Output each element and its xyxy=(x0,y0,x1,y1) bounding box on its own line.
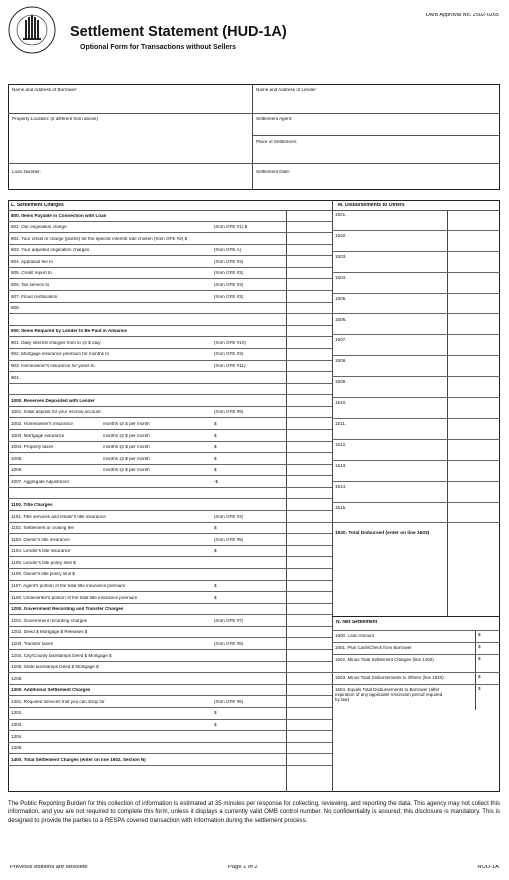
charge-row xyxy=(8,731,332,743)
charge-row xyxy=(8,592,332,604)
disbursement-label: 1506. xyxy=(335,317,347,322)
charge-row xyxy=(8,279,332,291)
section-n-title: N. Net Settlement xyxy=(336,620,378,625)
charge-cell: 1002. Homeowner's insurance xyxy=(11,421,73,426)
disbursement-label: 1502. xyxy=(335,233,347,238)
section-header-row xyxy=(8,500,332,512)
charge-row xyxy=(8,233,332,245)
charge-cell: (from GFE #9) xyxy=(214,410,244,415)
charge-row xyxy=(8,268,332,280)
charge-cell: 902. Mortgage insurance premium for months to xyxy=(11,352,110,357)
footer-form-id: HUD-1A xyxy=(477,865,499,870)
charge-row xyxy=(8,650,332,662)
charge-cell: (from GFE #11) xyxy=(214,364,246,369)
borrower-field[interactable]: Name and Address of Borrower: xyxy=(12,88,78,92)
disbursement-row[interactable] xyxy=(332,461,500,482)
charge-cell: 1304. xyxy=(11,734,23,739)
charge-cell: 1006. xyxy=(11,468,23,473)
charge-row xyxy=(8,303,332,315)
disbursement-label: 1509. xyxy=(335,380,347,385)
charge-cell: 1004. Property taxes xyxy=(11,445,54,450)
charge-row xyxy=(8,546,332,558)
charge-row xyxy=(8,696,332,708)
net-settlement-label: 1602. Minus Total Settlement Charges (line 1400) xyxy=(335,657,434,662)
charge-cell: $ xyxy=(214,711,217,716)
disbursement-row[interactable] xyxy=(332,210,500,231)
net-settlement-value[interactable]: $ xyxy=(478,675,481,679)
charge-cell: (from GFE #7) xyxy=(214,618,244,623)
disbursement-row[interactable] xyxy=(332,273,500,294)
charge-row xyxy=(8,430,332,442)
burden-statement: The Public Reporting Burden for this collection of information is estimated at 35 minutes per response for collecting, reviewing, and reporting the data. This agency may not collect this information, and you are not required to complete this form, unless it displays a currently valid OMB control number. No confidentiality is assured; this disclosure is mandatory. This is designed to provide the parties to a RESPA covered transaction with information during the settlement process. xyxy=(8,800,500,824)
settlement-date-field[interactable]: Settlement Date: xyxy=(256,170,291,174)
net-settlement-value[interactable]: $ xyxy=(478,645,481,649)
charge-cell: (from GFE #8) xyxy=(214,641,244,646)
charge-cell: 1203. Transfer taxes xyxy=(11,641,53,646)
charge-cell: 1300. Additional Settlement Charges xyxy=(11,688,91,693)
charge-cell: 1301. Required services that you can shop for xyxy=(11,699,105,704)
charge-row xyxy=(8,662,332,674)
charge-cell: (from GFE #1) $ xyxy=(214,225,248,230)
charge-cell: 1302. xyxy=(11,711,23,716)
total-disbursed-row[interactable] xyxy=(332,524,500,618)
charge-cell: (from GFE #3) xyxy=(214,271,244,276)
charge-cell: 1200. Government Recording and Transfer Charges xyxy=(11,607,124,612)
lender-field[interactable]: Name and Address of Lender: xyxy=(256,88,318,92)
omb-number: OMB Approval No. 2502-0265 xyxy=(425,13,499,18)
charge-row xyxy=(8,453,332,465)
charge-cell: 803. Your adjusted origination charges xyxy=(11,248,90,253)
disbursement-row[interactable] xyxy=(332,377,500,398)
charge-cell: 1106. Owner's title policy limit $ xyxy=(11,572,75,577)
charge-row xyxy=(8,534,332,546)
charge-row xyxy=(8,673,332,685)
disbursement-row[interactable] xyxy=(332,419,500,440)
disbursement-row[interactable] xyxy=(332,315,500,336)
disbursement-row[interactable] xyxy=(332,482,500,503)
charge-row xyxy=(8,407,332,419)
charge-cell: (from GFE #10) xyxy=(214,340,246,345)
charge-row xyxy=(8,465,332,477)
charge-cell: 1100. Title Charges xyxy=(11,503,53,507)
party-info-box xyxy=(8,84,500,190)
disbursement-label: 1512. xyxy=(335,442,347,447)
disbursement-row[interactable] xyxy=(332,398,500,419)
charge-row xyxy=(8,442,332,454)
charge-row xyxy=(8,337,332,349)
section-m-title: M. Disbursements to Others xyxy=(338,203,405,208)
section-header-row xyxy=(8,210,332,222)
charge-cell: $ xyxy=(214,445,217,450)
charge-cell: 1303. xyxy=(11,723,23,728)
charge-row xyxy=(8,222,332,234)
disbursement-label: 1503. xyxy=(335,254,347,259)
footer-page: Page 1 of 2 xyxy=(228,865,258,870)
charge-cell: 1104. Lender's title insurance xyxy=(11,549,71,554)
property-field[interactable]: Property Location: (if different from above) xyxy=(12,117,98,121)
section-l-title: L. Settlement Charges xyxy=(11,203,64,208)
section-header-row xyxy=(8,395,332,407)
charge-cell: months @ $ per month xyxy=(103,445,150,450)
section-header-row xyxy=(8,326,332,338)
charge-cell: months @ $ per month xyxy=(103,468,150,473)
charge-cell: 804. Appraisal fee to xyxy=(11,259,53,264)
charge-cell: 1305. xyxy=(11,746,23,751)
charge-cell: 806. Tax service to xyxy=(11,282,50,287)
charge-cell: $ xyxy=(214,526,217,531)
charge-cell: (from GFE A) xyxy=(214,248,242,253)
net-settlement-label: 1604. Equals Total Disbursements to Borrower (after expiration of any applicable rescission period required by law) xyxy=(335,687,443,702)
charge-cell: (from GFE #3) xyxy=(214,294,244,299)
charge-cell: 808. xyxy=(11,306,20,311)
disbursement-row[interactable] xyxy=(332,356,500,377)
section-header-row xyxy=(8,604,332,616)
disbursement-label: 1508. xyxy=(335,359,347,364)
net-settlement-row[interactable] xyxy=(332,654,500,672)
charge-cell: (from GFE #6) xyxy=(214,699,244,704)
disbursement-row[interactable] xyxy=(332,503,500,524)
charge-cell: 1103. Owner's title insurance xyxy=(11,537,70,542)
disbursement-label: 1513. xyxy=(335,463,347,468)
charge-cell: 1204. City/County tax/stamps Deed $ Mortgage $ xyxy=(11,653,112,658)
charge-cell: (from GFE #5) xyxy=(214,537,244,542)
charge-cell: 1206. xyxy=(11,676,23,681)
charge-cell: 807. Flood certification xyxy=(11,294,58,299)
form-subtitle: Optional Form for Transactions without Sellers xyxy=(80,44,236,51)
charge-cell: $ xyxy=(214,421,217,426)
charge-row xyxy=(8,569,332,581)
charge-cell: 1107. Agent's portion of the total title insurance premium xyxy=(11,584,126,589)
disbursement-label: 1510. xyxy=(335,401,347,406)
charge-row xyxy=(8,384,332,396)
charge-cell: 801. Our origination charge xyxy=(11,225,67,230)
charge-cell: 1007. Aggregate Adjustment xyxy=(11,479,69,484)
charge-cell: 1000. Reserves Deposited with Lender xyxy=(11,398,95,403)
net-settlement-row[interactable] xyxy=(332,684,500,710)
charge-row xyxy=(8,488,332,500)
net-settlement-row[interactable] xyxy=(332,672,500,684)
charge-cell: (from GFE #3) xyxy=(214,282,244,287)
charge-cell: 802. Your credit or charge (points) for the specific interest rate chosen (from GFE #2) $ xyxy=(11,236,188,241)
charge-row xyxy=(8,349,332,361)
charge-cell: 1201. Government recording charges xyxy=(11,618,88,623)
disbursement-label: 1514. xyxy=(335,484,347,489)
disbursement-label: 1504. xyxy=(335,275,347,280)
charge-row xyxy=(8,418,332,430)
disbursement-label: 1511. xyxy=(335,422,347,426)
charge-cell: 1003. Mortgage insurance xyxy=(11,433,65,438)
disbursement-label: 1501. xyxy=(335,213,347,217)
charge-cell: $ xyxy=(214,433,217,438)
charge-row xyxy=(8,708,332,720)
charge-row xyxy=(8,291,332,303)
charge-row xyxy=(8,523,332,535)
charge-cell: months @ $ per month xyxy=(103,433,150,438)
net-settlement-label: 1601. Plus Cash/Check from Borrower xyxy=(335,645,412,650)
charge-row xyxy=(8,720,332,732)
charge-cell: -$ xyxy=(214,479,219,484)
charge-row xyxy=(8,638,332,650)
charge-row xyxy=(8,372,332,384)
charge-row xyxy=(8,557,332,569)
charge-row xyxy=(8,627,332,639)
charge-row xyxy=(8,476,332,488)
charge-cell: 805. Credit report to xyxy=(11,271,52,276)
charge-cell: 1205. State tax/stamps Deed $ Mortgage $ xyxy=(11,665,99,670)
charge-cell: 904. xyxy=(11,375,20,380)
charge-cell: 800. Items Payable in Connection with Loan xyxy=(11,213,107,218)
charge-row xyxy=(8,581,332,593)
charge-cell: 1202. Deed $ Mortgage $ Releases $ xyxy=(11,630,88,635)
charge-cell: $ xyxy=(214,549,217,554)
total-disbursed-label: 1520. Total Disbursed (enter on line 1603) xyxy=(335,530,430,536)
charge-row xyxy=(8,615,332,627)
charge-row xyxy=(8,314,332,326)
net-settlement-value[interactable]: $ xyxy=(478,633,481,637)
charge-row xyxy=(8,245,332,257)
charge-cell: $ xyxy=(214,595,217,600)
charge-cell: months @ $ per month xyxy=(103,456,150,461)
charge-cell: $ xyxy=(214,584,217,589)
place-field[interactable]: Place of Settlement: xyxy=(256,140,298,144)
charge-cell: 1102. Settlement or closing fee xyxy=(11,526,74,531)
charge-cell: $ xyxy=(214,723,217,728)
disbursement-label: 1515. xyxy=(335,505,347,510)
net-settlement-row[interactable] xyxy=(332,630,500,642)
charge-cell: $ xyxy=(214,468,217,473)
charge-cell: 1105. Lender's title policy limit $ xyxy=(11,560,76,565)
disbursement-row[interactable] xyxy=(332,440,500,461)
charge-row xyxy=(8,511,332,523)
charge-cell: 1101. Title services and lender's title insurance xyxy=(11,514,106,519)
net-settlement-label: 1600. Loan Amount xyxy=(335,633,375,638)
net-settlement-value[interactable]: $ xyxy=(478,687,481,691)
charge-cell: $ xyxy=(214,456,217,461)
section-header-row xyxy=(8,685,332,697)
loan-number-field[interactable]: Loan Number: xyxy=(12,170,42,174)
net-settlement-label: 1603. Minus Total Disbursements to Others (line 1520) xyxy=(335,675,444,680)
charge-cell: 901. Daily interest charges from to @ $ /day xyxy=(11,340,101,345)
disbursement-label: 1507. xyxy=(335,338,347,343)
charge-cell: 900. Items Required by Lender to Be Paid in Advance xyxy=(11,329,127,334)
form-title: Settlement Statement (HUD-1A) xyxy=(70,24,287,40)
net-settlement-value[interactable]: $ xyxy=(478,657,481,661)
footer-obsolete: Previous editions are obsolete xyxy=(10,865,88,870)
charge-cell: 1400. Total Settlement Charges (enter on line 1602, Section N) xyxy=(11,757,146,762)
charge-row xyxy=(8,256,332,268)
section-header-row xyxy=(8,754,332,766)
net-settlement-row[interactable] xyxy=(332,642,500,654)
agent-field[interactable]: Settlement Agent: xyxy=(256,117,293,121)
charge-row xyxy=(8,361,332,373)
charge-cell: (from GFE #4) xyxy=(214,514,244,519)
disbursement-row[interactable] xyxy=(332,294,500,315)
disbursement-label: 1505. xyxy=(335,296,347,301)
charge-cell: 903. Homeowner's insurance for years to xyxy=(11,364,95,369)
charge-cell: 1001. Initial deposit for your escrow account xyxy=(11,410,101,415)
charge-cell: 1108. Underwriter's portion of the total title insurance premium xyxy=(11,595,138,600)
charge-cell: months @ $ per month xyxy=(103,421,150,426)
charge-cell: 1005. xyxy=(11,456,23,461)
disbursement-row[interactable] xyxy=(332,252,500,273)
disbursement-row[interactable] xyxy=(332,335,500,356)
hud-seal xyxy=(8,6,56,54)
charge-row xyxy=(8,743,332,755)
charge-cell: (from GFE #3) xyxy=(214,259,244,264)
charge-cell: (from GFE #3) xyxy=(214,352,244,357)
disbursement-row[interactable] xyxy=(332,231,500,252)
